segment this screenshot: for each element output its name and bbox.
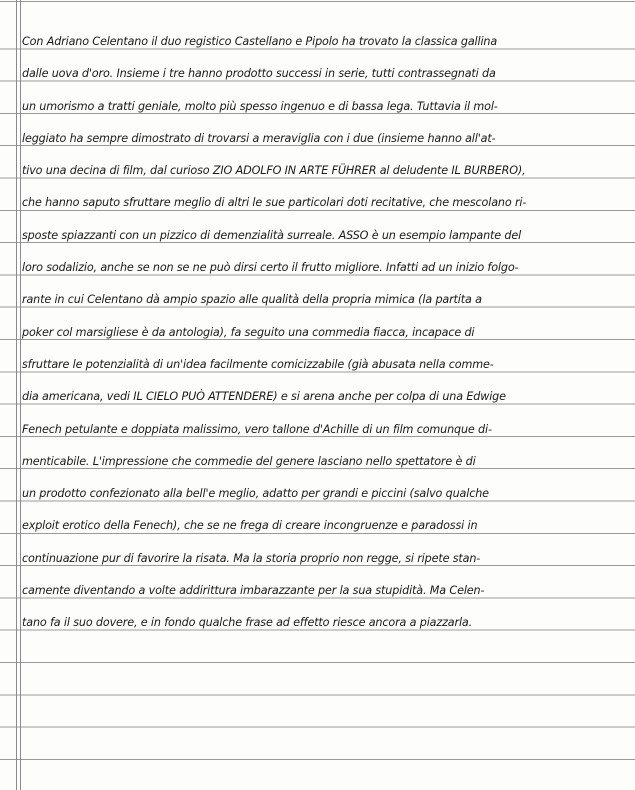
- text-line: exploit erotico della Fenech), che se ne frega di creare incongruenze e paradossi in: [22, 519, 478, 533]
- text-line: leggiato ha sempre dimostrato di trovarsi a meraviglia con i due (insieme hanno all'at-: [22, 131, 496, 145]
- text-line: poker col marsigliese è da antologia), fa seguito una commedia fiacca, incapace di: [22, 325, 475, 339]
- text-line: menticabile. L'impressione che commedie del genere lasciano nello spettatore è di: [22, 454, 476, 468]
- text-line: un umorismo a tratti geniale, molto più spesso ingenuo e di bassa lega. Tuttavia il mol-: [22, 99, 498, 113]
- text-line: rante in cui Celentano dà ampio spazio alle qualità della propria mimica (la partita a: [22, 293, 482, 307]
- text-line: dalle uova d'oro. Insieme i tre hanno prodotto successi in serie, tutti contrassegnati da: [22, 67, 496, 81]
- text-line: Fenech petulante e doppiata malissimo, vero tallone d'Achille di un film comunque di-: [22, 422, 492, 436]
- handwritten-text: [22, 26, 622, 640]
- text-line: sposte spiazzanti con un pizzico di demenzialità surreale. ASSO è un esempio lampante del: [22, 228, 522, 242]
- text-line: un prodotto confezionato alla bell'e meglio, adatto per grandi e piccini (salvo qualche: [22, 487, 489, 501]
- margin-line-inner: [20, 0, 21, 790]
- margin-line-outer: [16, 0, 17, 790]
- text-line: Con Adriano Celentano il duo registico Castellano e Pipolo ha trovato la classica gallina: [22, 35, 498, 48]
- text-line: sfruttare le potenzialità di un'idea facilmente comicizzabile (già abusata nella comme-: [22, 357, 494, 371]
- text-line: tano fa il suo dovere, e in fondo qualche frase ad effetto riesce ancora a piazzarla.: [22, 616, 473, 630]
- text-line: continuazione pur di favorire la risata. Ma la storia proprio non regge, si ripete stan-: [22, 551, 481, 565]
- text-line: camente diventando a volte addirittura imbarazzante per la sua stupidità. Ma Celen-: [22, 584, 485, 598]
- text-line: che hanno saputo sfruttare meglio di altri le sue particolari doti recitative, che mescolano ri-: [22, 196, 527, 210]
- text-line: dia americana, vedi IL CIELO PUÒ ATTENDERE) e si arena anche per colpa di una Edwige: [22, 390, 506, 404]
- text-line: tivo una decina di film, dal curioso ZIO ADOLFO IN ARTE FÜHRER al deludente IL BURBERO),: [22, 164, 526, 178]
- text-line: loro sodalizio, anche se non se ne può dirsi certo il frutto migliore. Infatti ad un inizio folgo-: [22, 261, 519, 275]
